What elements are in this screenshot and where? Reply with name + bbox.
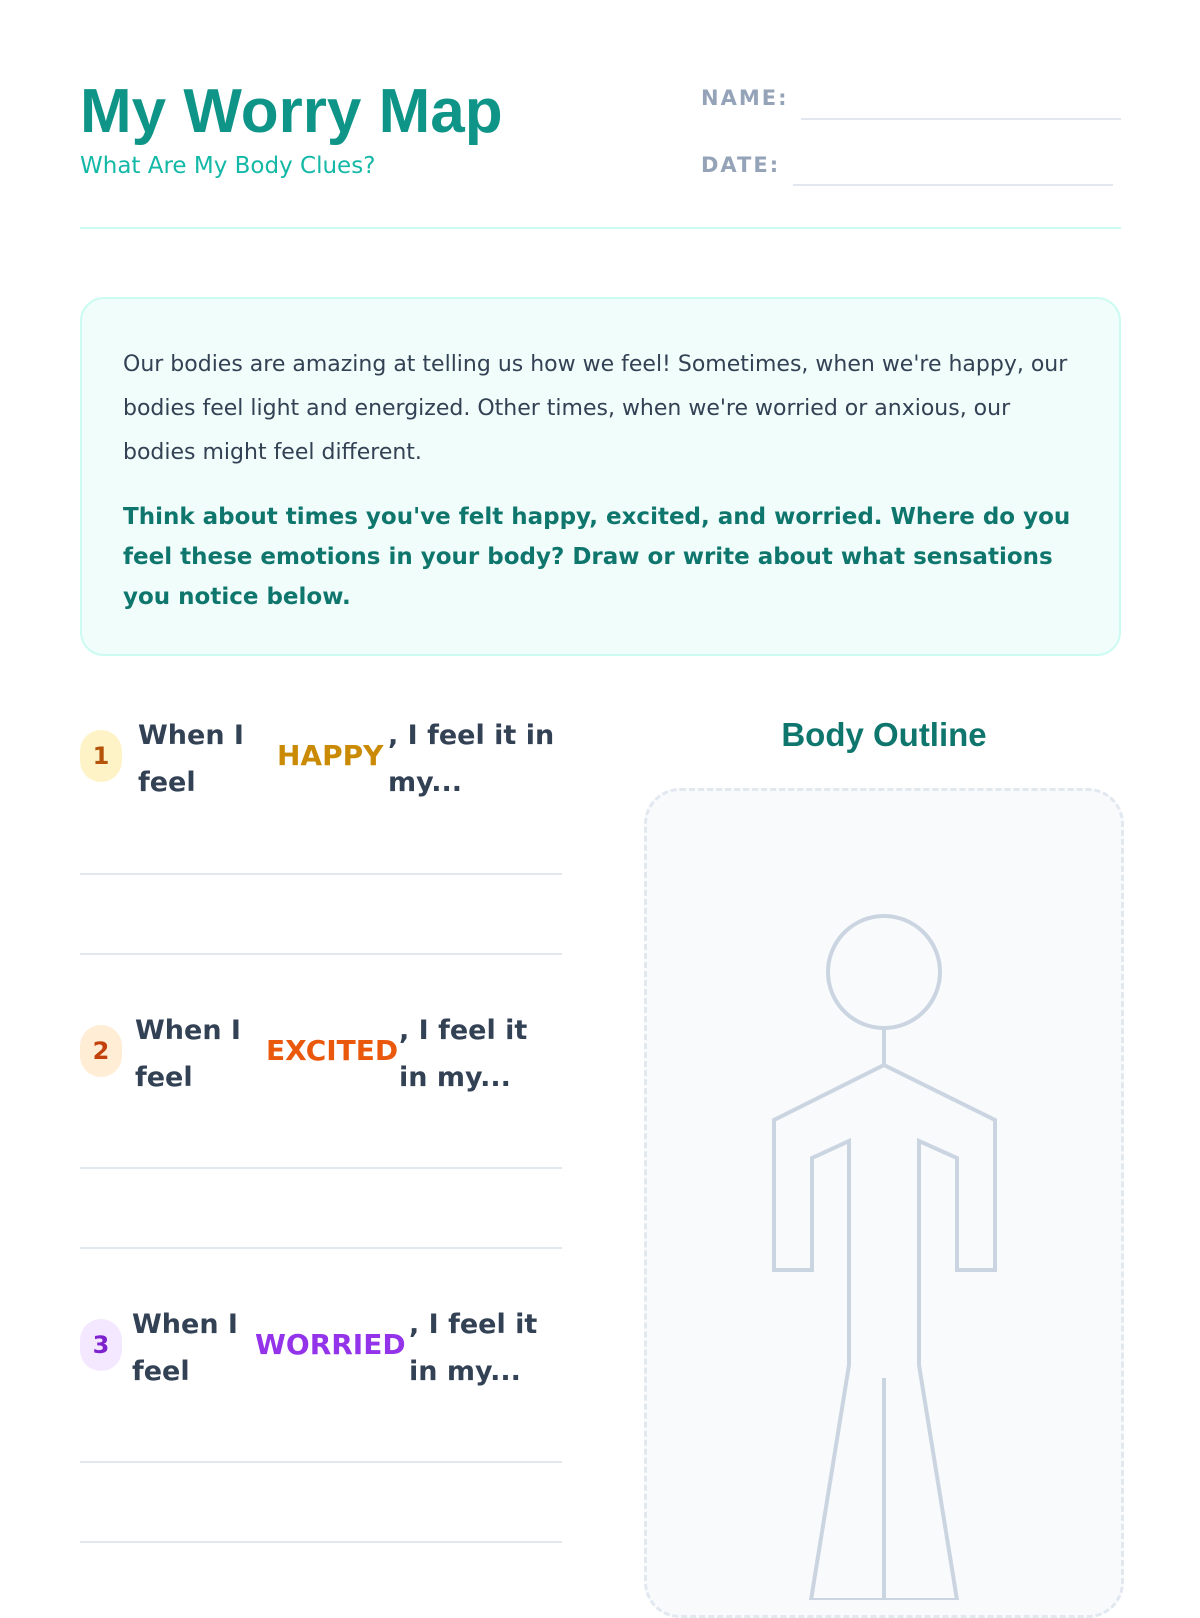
sentence-excited [80,1007,562,1097]
date-label: DATE: [701,153,781,177]
answer-line-worried-1[interactable] [80,1461,562,1463]
body-outline-title: Body Outline [781,716,987,753]
intro-box [80,297,1121,656]
name-label: NAME: [701,86,789,110]
sentence-worried [80,1301,562,1391]
sentence-happy [80,712,562,802]
sentence-stem-end: , I feel it in my... [409,1309,538,1387]
sentence-stem-start: When I feel [132,1309,238,1387]
number-badge: 3 [80,1319,122,1371]
date-field[interactable] [793,184,1113,186]
name-field[interactable] [801,118,1121,120]
answer-line-excited-2[interactable] [80,1247,562,1249]
emotion-worried: WORRIED [255,1328,406,1361]
head-outline [828,916,940,1028]
header-divider [80,227,1121,229]
body-outline-figure [644,788,1124,1600]
page-title: My Worry Map [80,77,503,146]
answer-line-worried-2[interactable] [80,1541,562,1543]
intro-text: Our bodies are amazing at telling us how we feel! Sometimes, when we're happy, our bodies feel light and energized. Other times, when we're worried or anxious, our bodies might feel different. [123,352,1068,465]
sentence-stem-end: , I feel it in my... [388,720,555,798]
answer-line-excited-1[interactable] [80,1167,562,1169]
sentence-stem-end: , I feel it in my... [399,1015,528,1093]
answer-line-happy-1[interactable] [80,873,562,875]
sentence-stem-start: When I feel [135,1015,241,1093]
answer-line-happy-2[interactable] [80,953,562,955]
sentence-stem-start: When I feel [138,720,244,798]
emotion-excited: EXCITED [266,1034,399,1067]
page-subtitle: What Are My Body Clues? [80,153,376,179]
number-badge: 1 [80,730,122,782]
intro-prompt: Think about times you've felt happy, excited, and worried. Where do you feel these emotions in your body? Draw or write about what sensations you notice below. [123,504,1071,610]
number-badge: 2 [80,1025,122,1077]
body-figure [774,916,995,1600]
emotion-happy: HAPPY [277,739,384,772]
